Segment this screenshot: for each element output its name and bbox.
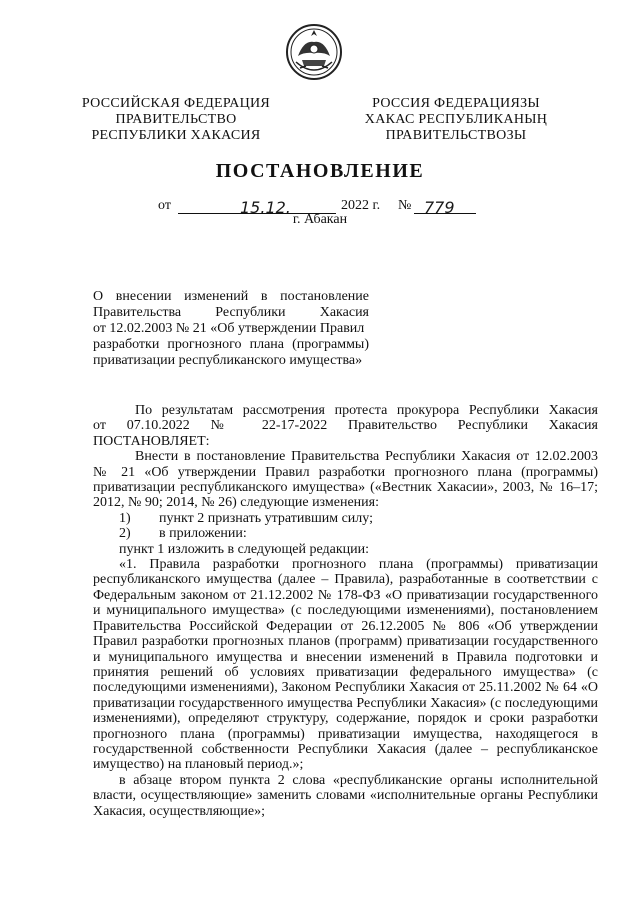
- subject-line: О внесении изменений в постановление: [93, 289, 369, 304]
- list-item-number: 2): [119, 526, 131, 542]
- header-right-line: РОССИЯ ФЕДЕРАЦИЯЗЫ: [372, 96, 540, 111]
- emblem-icon: [284, 22, 344, 82]
- list-item-2: [93, 526, 598, 541]
- handwritten-date: 15.12.: [240, 198, 291, 217]
- preamble-line-1: По результатам рассмотрения протеста прокурора Республики Хакасия: [135, 403, 598, 418]
- subject-line: разработки прогнозного плана (программы): [93, 337, 369, 352]
- handwritten-number: 779: [424, 198, 455, 217]
- header-right-line: ПРАВИТЕЛЬСТВОЗЫ: [385, 128, 527, 143]
- paragraph-amendment-intro: Внести в постановление Правительства Республики Хакасия от 12.02.2003 № 21 «Об утверждении Правил разработки прогнозного плана (программы) приватизации республиканского имущества» («Вестник Хакасии», 2003, № 16–17; 2012, № 90; 2014, № 26) следующие изменения:: [93, 449, 598, 511]
- number-label: №: [398, 198, 412, 213]
- list-item-text: пункт 2 признать утратившим силу;: [159, 510, 373, 526]
- list-item-text: в приложении:: [159, 526, 247, 542]
- document-title: ПОСТАНОВЛЕНИЕ: [215, 160, 425, 182]
- preamble-line-2: от 07.10.2022 № 22-17-2022 Правительство Республики Хакасия: [93, 418, 598, 434]
- paragraph-new-point-1: «1. Правила разработки прогнозного плана (программы) приватизации республиканского имущества (далее – Правила), разработанные в соответствии с Федеральным законом от 21.12.2002 № 178-ФЗ «О приватизации государственного и муниципального имущества» (с последующими изменениями), постановлением Правительства Российской Федерации от 26.12.2005 № 806 «Об утверждении Правил разработки прогнозных планов (программ) приватизации государственного и муниципального имущества и внесении изменений в Правила подготовки и принятия решений об условиях приватизации федерального имущества» (с последующими изменениями), Законом Республики Хакасия от 25.11.2002 № 64 «О приватизации государственного имущества Республики Хакасия» (с последующими изменениями), определяют структуру, содержание, порядок и сроки разработки прогнозного плана (программы) приватизации имущества, находящегося в государственной собственности Республики Хакасия (далее – республиканское имущество) на плановый период.»;: [93, 557, 598, 773]
- header-right-line: ХАКАС РЕСПУБЛИКАНЫҢ: [364, 112, 548, 127]
- header-left-line: ПРАВИТЕЛЬСТВО: [115, 112, 237, 127]
- city-label: г. Абакан: [292, 212, 348, 227]
- header-left-russian: [78, 96, 274, 144]
- subject-line: Правительства Республики Хакасия: [93, 305, 369, 320]
- coat-of-arms-emblem: [284, 22, 344, 82]
- header-left-line: РЕСПУБЛИКИ ХАКАСИЯ: [91, 128, 261, 143]
- from-label: от: [158, 198, 171, 213]
- list-item-1: [93, 511, 598, 526]
- paragraph-point-2-change: в абзаце втором пункта 2 слова «республиканские органы исполнительной власти, осуществляющие» заменить словами «исполнительные органы Республики Хакасия, осуществляющие»;: [93, 772, 598, 819]
- header-left-line: РОССИЙСКАЯ ФЕДЕРАЦИЯ: [81, 96, 271, 111]
- subject-line: приватизации республиканского имущества»: [93, 353, 363, 368]
- year-text: 2022 г.: [341, 198, 381, 213]
- document-body: [93, 403, 598, 819]
- subject-line: от 12.02.2003 № 21 «Об утверждении Правил: [93, 321, 365, 336]
- list-item-number: 1): [119, 510, 131, 526]
- header-right-khakas: [358, 96, 554, 144]
- preamble-line-3: ПОСТАНОВЛЯЕТ:: [93, 433, 210, 449]
- paragraph-point-1-intro: пункт 1 изложить в следующей редакции:: [119, 541, 369, 557]
- document-subject: [93, 289, 369, 369]
